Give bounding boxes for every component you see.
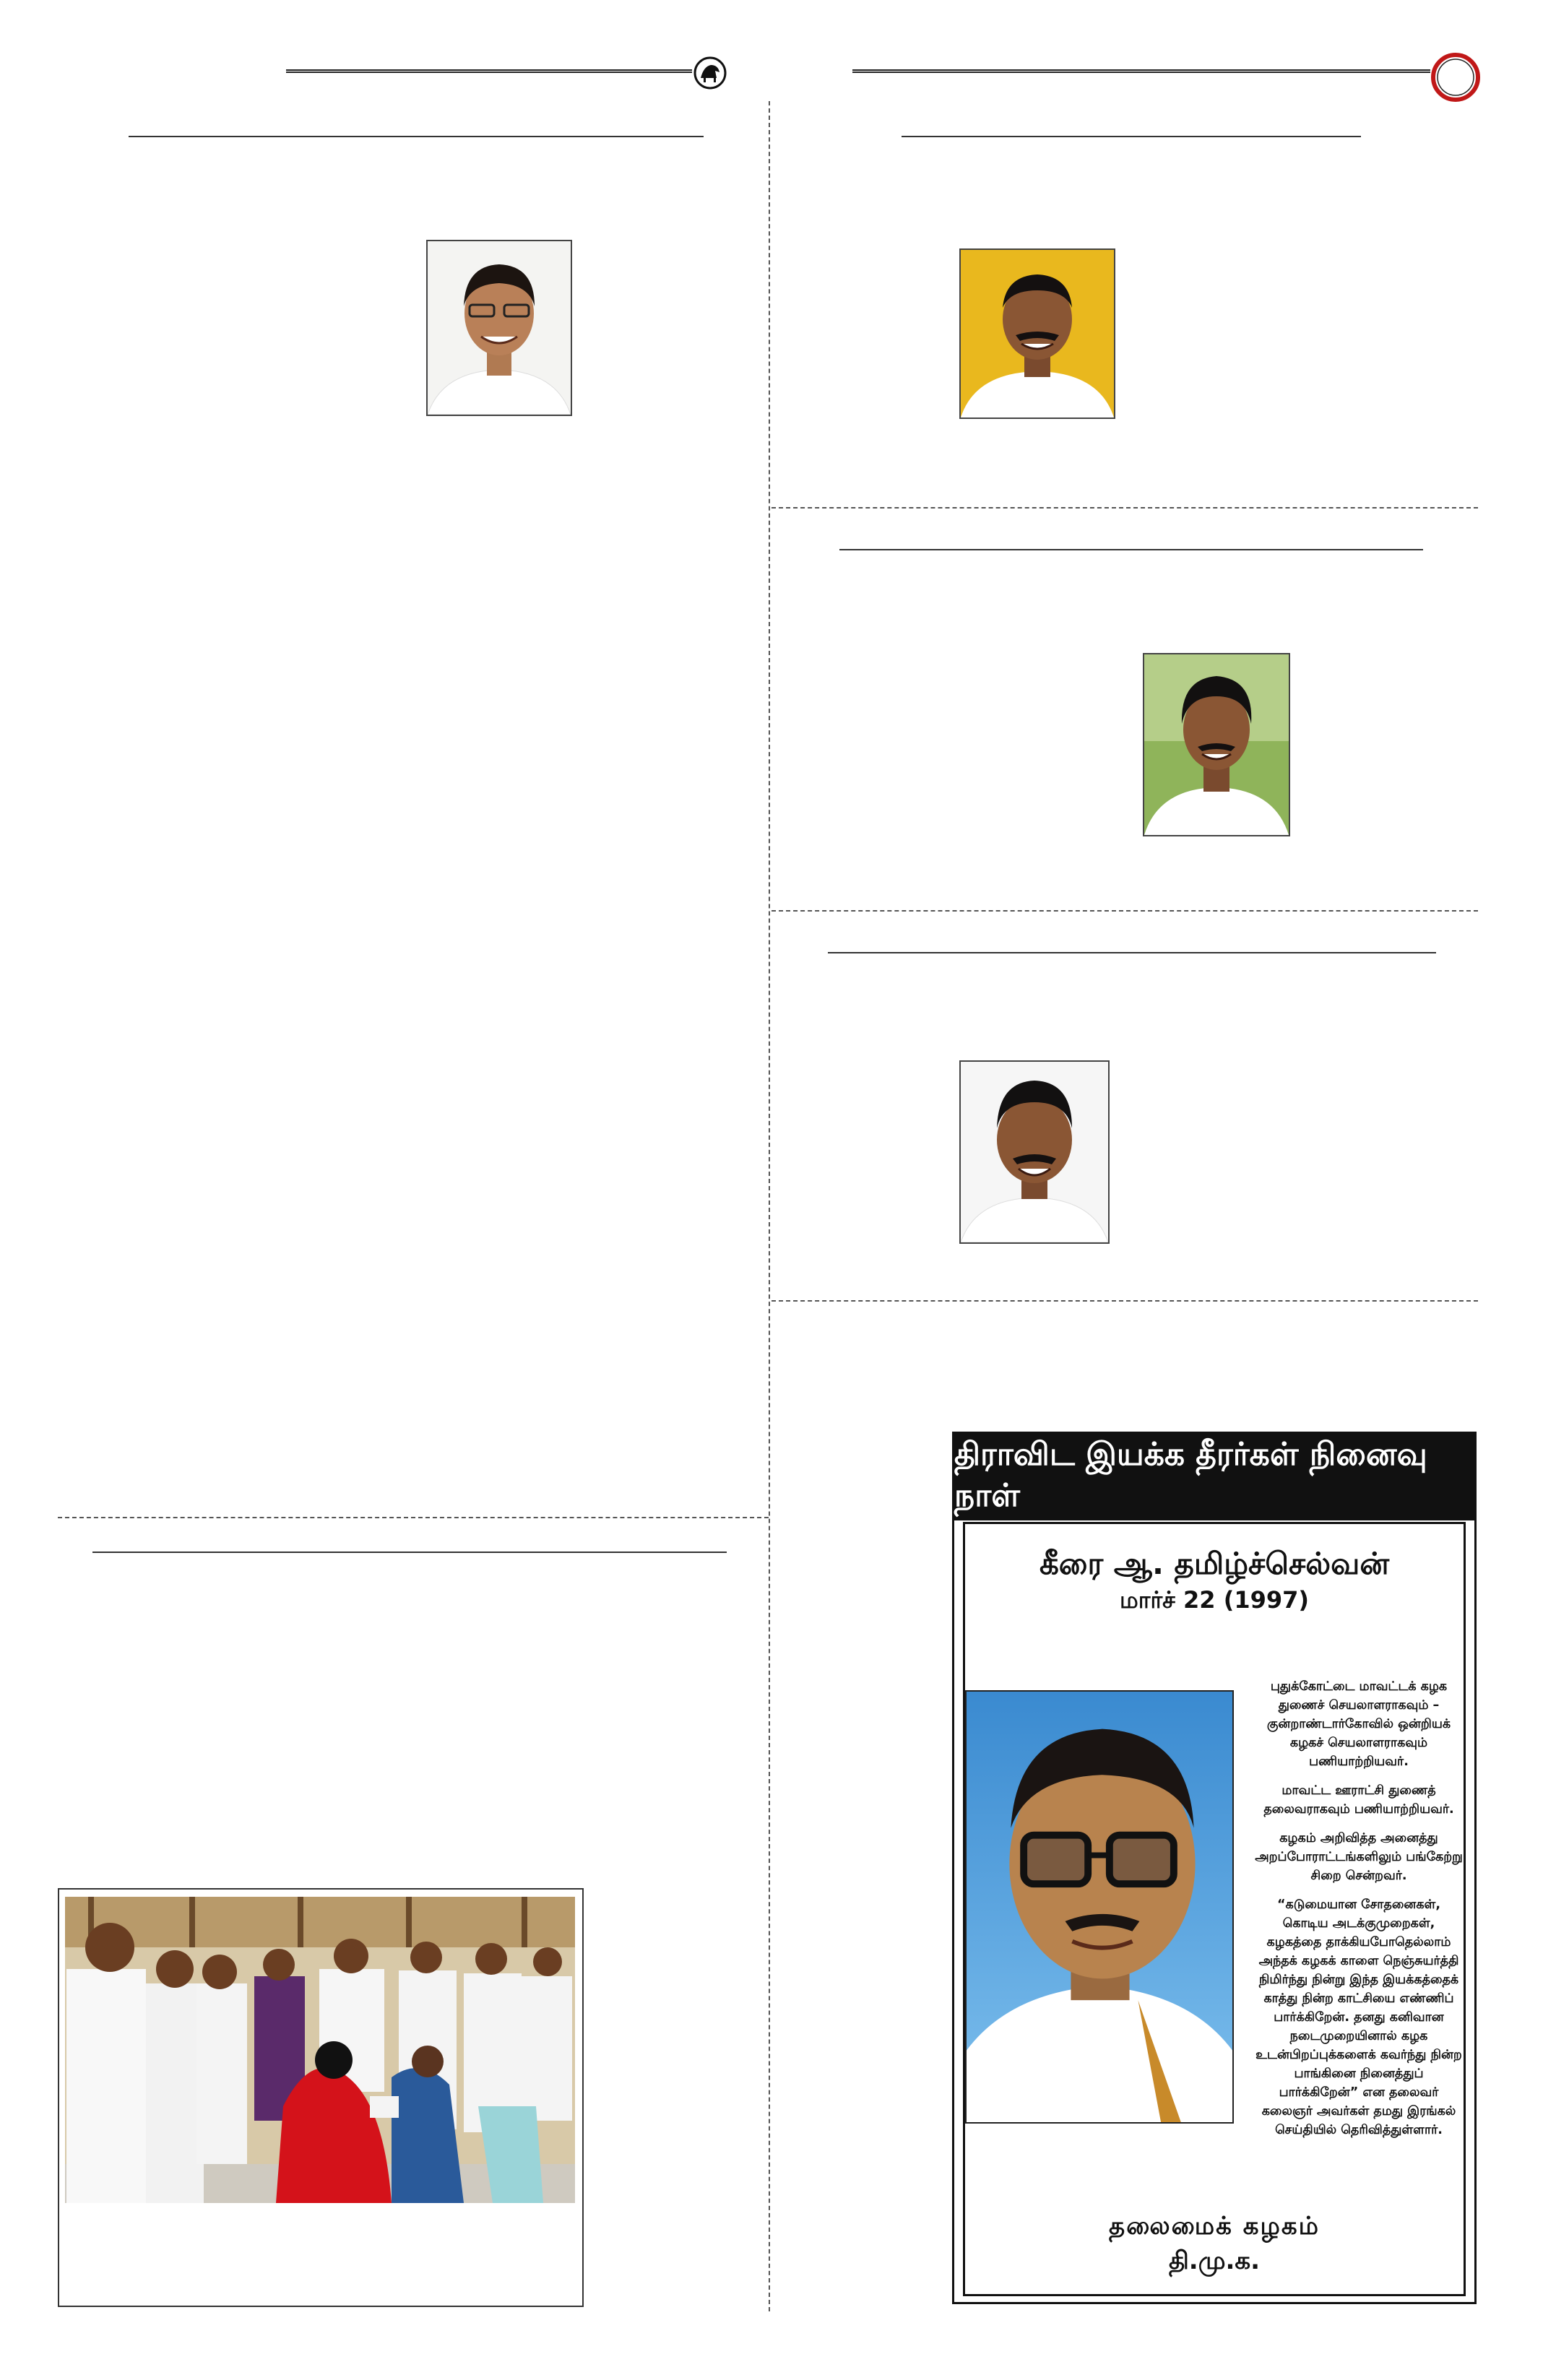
ad-inner-frame xyxy=(963,1522,1466,2296)
event-photo-frame xyxy=(58,1888,584,2307)
ad-paragraph: “கடுமையான சோதனைகள், கொடிய அடக்குமுறைகள், கழகத்தை தாக்கியபோதெல்லாம் அந்தக் கழகக் காளை நெஞ்சுயர்த்தி நிமிர்ந்து நின்று இந்த இயக்கத்தைக் காத்து நின்ற காட்சியை எண்ணிப் பார்க்கிறேன். தனது கனிவான நடைமுறையினால் கழக உடன்பிறப்புக்களைக் கவர்ந்து நின்ற பாங்கினை நினைத்துப் பார்க்கிறேன்” என தலைவர் கலைஞர் அவர்கள் தமது இரங்கல் செய்தியில் தெரிவித்துள்ளார். xyxy=(1255,1897,1462,2137)
portrait-photo xyxy=(1143,653,1290,836)
portrait-photo xyxy=(426,240,572,416)
memorial-advertisement xyxy=(952,1432,1477,2304)
section-rule xyxy=(839,549,1423,550)
portrait-photo xyxy=(959,1060,1110,1244)
event-photo xyxy=(59,1890,582,2306)
header-rule-left xyxy=(286,69,692,73)
rising-sun-emblem-icon xyxy=(693,56,727,90)
ad-tribute-text xyxy=(1254,1677,1464,2150)
section-divider xyxy=(772,910,1478,912)
section-rule xyxy=(828,952,1436,953)
ad-footer-party: தி.மு.க. xyxy=(1168,2246,1261,2275)
ad-date: மார்ச் 22 (1997) xyxy=(1119,1586,1310,1614)
circle-emblem-icon xyxy=(1430,52,1481,103)
ad-paragraph: கழகம் அறிவித்த அனைத்து அறப்போராட்டங்களிலும் பங்கேற்று சிறை சென்றவர். xyxy=(1255,1831,1463,1883)
ad-person-name: கீரை ஆ. தமிழ்ச்செல்வன் xyxy=(1039,1546,1390,1581)
section-rule xyxy=(92,1552,727,1553)
column-divider xyxy=(769,101,770,2311)
section-divider xyxy=(58,1517,769,1518)
header-rule-right xyxy=(852,69,1430,73)
ad-paragraph: புதுக்கோட்டை மாவட்டக் கழக துணைச் செயலாளராகவும் – குன்றாண்டார்கோவில் ஒன்றியக் கழகச் செயலாளராகவும் பணியாற்றியவர். xyxy=(1266,1679,1451,1769)
section-rule xyxy=(129,136,704,137)
section-rule xyxy=(902,136,1361,137)
ad-paragraph: மாவட்ட ஊராட்சி துணைத் தலைவராகவும் பணியாற்றியவர். xyxy=(1263,1783,1454,1817)
ad-footer-org: தலைமைக் கழகம் xyxy=(1109,2212,1320,2241)
section-divider xyxy=(772,507,1478,509)
section-divider xyxy=(772,1300,1478,1302)
portrait-photo xyxy=(959,248,1115,419)
memorial-portrait xyxy=(965,1690,1234,2124)
ad-heading: திராவிட இயக்க தீரர்கள் நினைவு நாள் xyxy=(954,1434,1474,1520)
